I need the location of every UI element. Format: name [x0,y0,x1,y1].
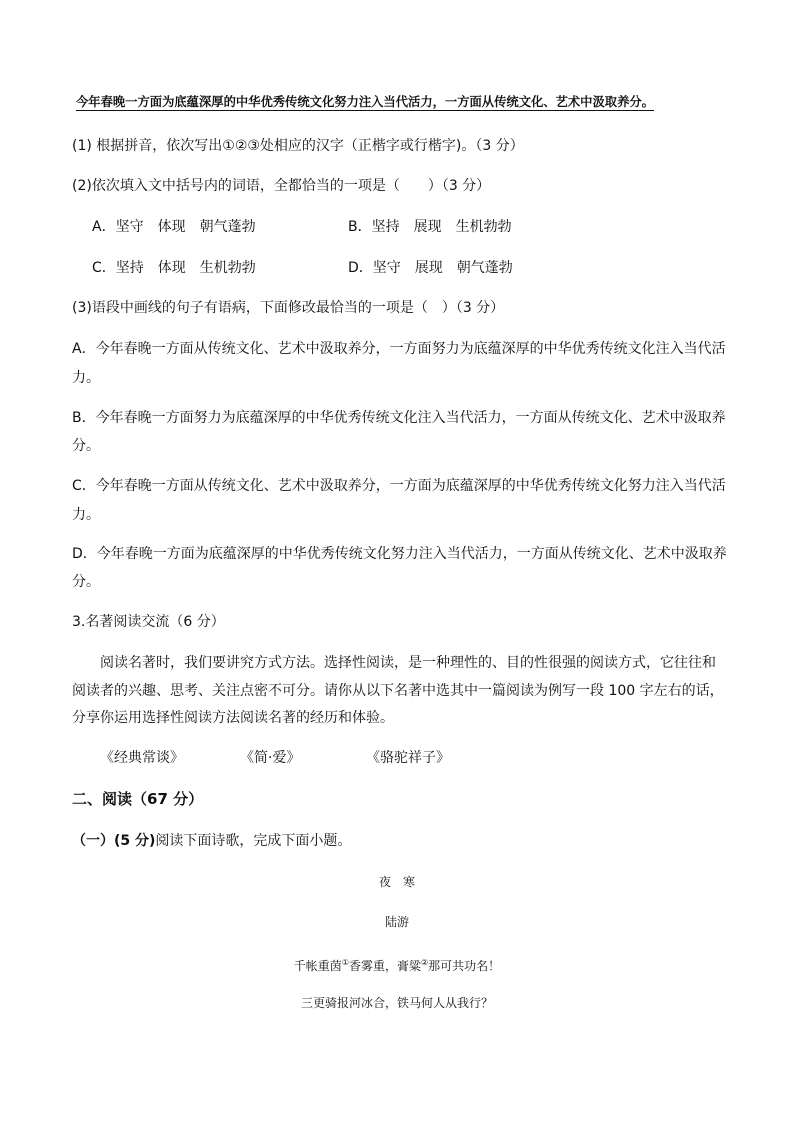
question-1: (1) 根据拼音，依次写出①②③处相应的汉字（正楷字或行楷字)。（3 分） [72,138,524,154]
footnote-marker-1: ① [341,958,349,967]
poem-line-1-a: 千帐重茵 [293,959,342,973]
q3-option-b-line1: B．今年春晚一方面努力为底蕴深厚的中华优秀传统文化注入当代活力，一方面从传统文化、艺术中汲取养 [72,410,726,426]
section-3-title: 3.名著阅读交流（6 分） [72,614,225,630]
section-3-para-line3: 分享你运用选择性阅读方法阅读名著的经历和体验。 [72,710,394,726]
underlined-sentence-line [76,92,654,112]
q3-option-c-line2: 力。 [72,507,100,523]
section-3-para-line1: 阅读名著时，我们要讲究方式方法。选择性阅读，是一种理性的、目的性很强的阅读方式，它往往和 [100,655,716,671]
q3-option-a-line2: 力。 [72,370,100,386]
section-3-para-line2: 阅读者的兴趣、思考、关注点密不可分。请你从以下名著中选其中一篇阅读为例写一段 100 字左右的话， [72,683,724,699]
q2-option-c: C．坚持 体现 生机勃勃 [92,260,256,276]
q3-option-d-line2: 分。 [72,574,100,590]
footnote-marker-2: ② [421,958,429,967]
part-2-title: 二、阅读（67 分） [72,790,204,808]
book-2: 《简·爱》 [240,750,301,766]
q3-option-c-line1: C．今年春晚一方面从传统文化、艺术中汲取养分，一方面为底蕴深厚的中华优秀传统文化努力注入当代活 [72,478,726,494]
poem-line-1-b: 香雾重，膏粱 [348,959,421,973]
poem-line-2: 三更骑报河冰合，铁马何人从我行？ [300,996,493,1010]
book-1: 《经典常谈》 [100,750,184,766]
q3-option-a-line1: A．今年春晚一方面从传统文化、艺术中汲取养分，一方面努力为底蕴深厚的中华优秀传统文化注入当代活 [72,341,726,357]
q2-option-b: B．坚持 展现 生机勃勃 [348,219,512,235]
underlined-sentence: 今年春晚一方面为底蕴深厚的中华优秀传统文化努力注入当代活力，一方面从传统文化、艺术中汲取养分。 [76,94,654,109]
poem-author: 陆游 [384,915,409,929]
poem-line-1 [0,953,794,976]
q3-option-d-line1: D．今年春晚一方面为底蕴深厚的中华优秀传统文化努力注入当代活力，一方面从传统文化、艺术中汲取养 [72,546,727,562]
q3-option-b-line2: 分。 [72,438,100,454]
poem-title: 夜 寒 [378,875,415,889]
poem-line-1-c: 那可共功名！ [428,959,501,973]
part-2-sub-prefix: （一）(5 分) [72,833,156,849]
q2-option-a: A．坚守 体现 朝气蓬勃 [92,219,256,235]
question-2: (2)依次填入文中括号内的词语，全都恰当的一项是（ ）（3 分） [72,178,491,194]
book-3: 《骆驼祥子》 [366,750,450,766]
question-3: (3)语段中画线的句子有语病，下面修改最恰当的一项是（ ）（3 分） [72,300,505,316]
q2-option-d: D．坚守 展现 朝气蓬勃 [348,260,513,276]
part-2-sub-text: 阅读下面诗歌，完成下面小题。 [155,833,352,849]
part-2-subsection [72,831,351,851]
